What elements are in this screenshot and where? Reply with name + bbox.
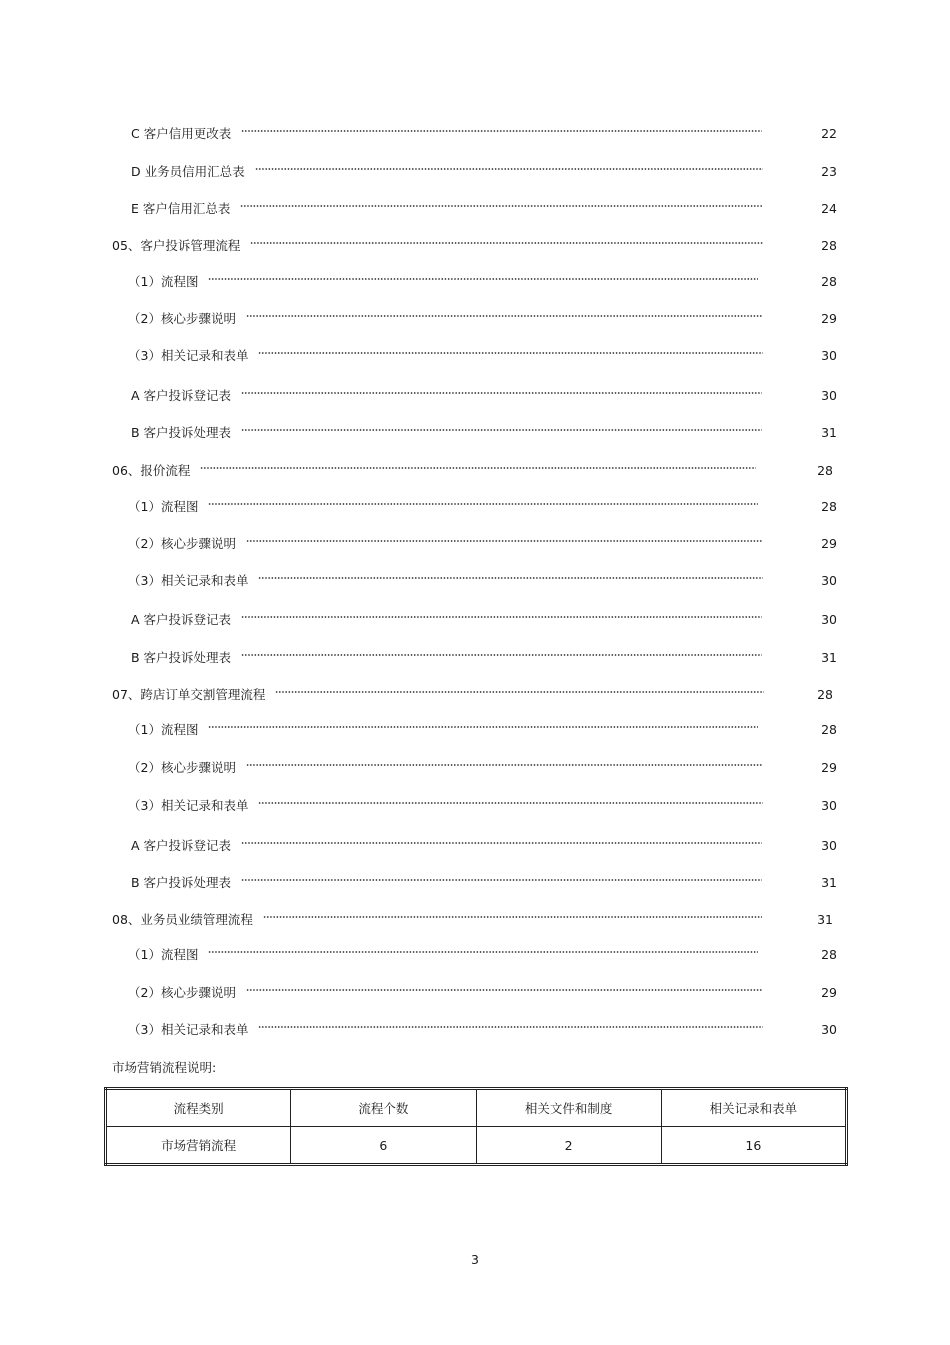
toc-entry-page: 29 bbox=[821, 536, 837, 551]
toc-entry-label: （1）流程图 bbox=[128, 722, 199, 737]
toc-entry-page: 24 bbox=[821, 201, 837, 216]
toc-entry-label: （3）相关记录和表单 bbox=[128, 573, 249, 588]
toc-entry-label: 06、报价流程 bbox=[112, 463, 191, 478]
toc-entry[interactable] bbox=[128, 534, 860, 554]
toc-dot-leader bbox=[241, 429, 762, 431]
toc-entry[interactable] bbox=[131, 386, 860, 406]
toc-dot-leader bbox=[275, 691, 764, 693]
toc-dot-leader bbox=[246, 540, 762, 542]
toc-entry-label: D 业务员信用汇总表 bbox=[131, 164, 245, 179]
toc-dot-leader bbox=[241, 616, 762, 618]
toc-entry[interactable] bbox=[112, 910, 856, 930]
toc-entry[interactable] bbox=[128, 758, 860, 778]
toc-dot-leader bbox=[241, 392, 762, 394]
toc-entry[interactable] bbox=[131, 610, 860, 630]
toc-entry-page: 30 bbox=[821, 573, 837, 588]
toc-entry-label: （2）核心步骤说明 bbox=[128, 311, 236, 326]
toc-dot-leader bbox=[240, 205, 762, 207]
toc-dot-leader bbox=[258, 802, 763, 804]
toc-entry[interactable] bbox=[128, 720, 860, 740]
toc-entry[interactable] bbox=[131, 124, 860, 144]
toc-entry-page: 31 bbox=[821, 425, 837, 440]
toc-dot-leader bbox=[258, 1026, 763, 1028]
page-number: 3 bbox=[471, 1252, 479, 1267]
toc-dot-leader bbox=[246, 989, 762, 991]
toc-dot-leader bbox=[208, 726, 758, 728]
toc-entry-page: 29 bbox=[821, 760, 837, 775]
section-caption: 市场营销流程说明: bbox=[112, 1060, 217, 1075]
toc-dot-leader bbox=[241, 130, 762, 132]
toc-dot-leader bbox=[241, 654, 762, 656]
cell-process-count: 6 bbox=[291, 1127, 476, 1165]
toc-entry-page: 28 bbox=[821, 238, 837, 253]
toc-entry-page: 31 bbox=[821, 650, 837, 665]
toc-entry-page: 28 bbox=[817, 687, 833, 702]
toc-entry-page: 22 bbox=[821, 126, 837, 141]
toc-entry[interactable] bbox=[112, 461, 856, 481]
table-header-row bbox=[106, 1089, 847, 1127]
toc-entry[interactable] bbox=[131, 873, 860, 893]
header-process-category: 流程类别 bbox=[106, 1089, 291, 1127]
toc-entry[interactable] bbox=[128, 945, 860, 965]
toc-entry[interactable] bbox=[128, 272, 860, 292]
toc-entry-label: 07、跨店订单交割管理流程 bbox=[112, 687, 266, 702]
toc-entry-page: 23 bbox=[821, 164, 837, 179]
cell-related-documents: 2 bbox=[476, 1127, 661, 1165]
toc-entry-label: 05、客户投诉管理流程 bbox=[112, 238, 241, 253]
toc-dot-leader bbox=[246, 315, 762, 317]
cell-related-records: 16 bbox=[661, 1127, 846, 1165]
toc-entry-label: B 客户投诉处理表 bbox=[131, 875, 232, 890]
toc-entry[interactable] bbox=[128, 571, 860, 591]
toc-entry-page: 31 bbox=[821, 875, 837, 890]
toc-entry-label: （2）核心步骤说明 bbox=[128, 985, 236, 1000]
toc-dot-leader bbox=[208, 951, 758, 953]
toc-entry[interactable] bbox=[128, 497, 860, 517]
toc-entry-label: （1）流程图 bbox=[128, 274, 199, 289]
toc-entry[interactable] bbox=[128, 983, 860, 1003]
toc-entry-page: 31 bbox=[817, 912, 833, 927]
toc-entry-page: 30 bbox=[821, 348, 837, 363]
toc-dot-leader bbox=[208, 503, 758, 505]
toc-entry-label: B 客户投诉处理表 bbox=[131, 650, 232, 665]
cell-process-category: 市场营销流程 bbox=[106, 1127, 291, 1165]
toc-entry[interactable] bbox=[112, 685, 856, 705]
toc-entry-label: （2）核心步骤说明 bbox=[128, 536, 236, 551]
toc-entry-label: E 客户信用汇总表 bbox=[131, 201, 231, 216]
toc-entry-page: 28 bbox=[821, 947, 837, 962]
toc-entry-label: （3）相关记录和表单 bbox=[128, 348, 249, 363]
toc-dot-leader bbox=[258, 352, 763, 354]
toc-dot-leader bbox=[258, 577, 763, 579]
toc-entry[interactable] bbox=[128, 1020, 860, 1040]
toc-entry-page: 30 bbox=[821, 388, 837, 403]
toc-entry-label: （1）流程图 bbox=[128, 947, 199, 962]
toc-dot-leader bbox=[263, 916, 762, 918]
toc-entry-label: （3）相关记录和表单 bbox=[128, 798, 249, 813]
toc-entry-label: （1）流程图 bbox=[128, 499, 199, 514]
toc-entry-label: （2）核心步骤说明 bbox=[128, 760, 236, 775]
toc-dot-leader bbox=[241, 879, 762, 881]
toc-entry-page: 28 bbox=[817, 463, 833, 478]
toc-entry-label: （3）相关记录和表单 bbox=[128, 1022, 249, 1037]
table-row bbox=[106, 1127, 847, 1165]
toc-dot-leader bbox=[200, 467, 756, 469]
header-related-documents: 相关文件和制度 bbox=[476, 1089, 661, 1127]
toc-entry[interactable] bbox=[128, 796, 860, 816]
toc-entry-page: 30 bbox=[821, 1022, 837, 1037]
toc-entry-label: 08、业务员业绩管理流程 bbox=[112, 912, 253, 927]
toc-entry-label: A 客户投诉登记表 bbox=[131, 612, 232, 627]
toc-dot-leader bbox=[250, 242, 763, 244]
toc-entry-page: 28 bbox=[821, 722, 837, 737]
toc-entry-page: 29 bbox=[821, 985, 837, 1000]
toc-entry-page: 30 bbox=[821, 612, 837, 627]
toc-entry-page: 30 bbox=[821, 798, 837, 813]
toc-entry[interactable] bbox=[131, 423, 860, 443]
toc-entry-page: 29 bbox=[821, 311, 837, 326]
process-summary-table bbox=[104, 1087, 848, 1166]
toc-entry-page: 30 bbox=[821, 838, 837, 853]
toc-entry[interactable] bbox=[112, 236, 860, 256]
toc-entry[interactable] bbox=[131, 162, 860, 182]
toc-entry-page: 28 bbox=[821, 274, 837, 289]
toc-entry[interactable] bbox=[131, 836, 860, 856]
header-related-records: 相关记录和表单 bbox=[661, 1089, 846, 1127]
toc-entry-label: A 客户投诉登记表 bbox=[131, 388, 232, 403]
toc-dot-leader bbox=[255, 168, 763, 170]
toc-entry[interactable] bbox=[131, 199, 860, 219]
toc-entry-label: B 客户投诉处理表 bbox=[131, 425, 232, 440]
toc-entry[interactable] bbox=[128, 309, 860, 329]
header-process-count: 流程个数 bbox=[291, 1089, 476, 1127]
toc-entry[interactable] bbox=[131, 648, 860, 668]
toc-entry-page: 28 bbox=[821, 499, 837, 514]
toc-entry[interactable] bbox=[128, 346, 860, 366]
toc-dot-leader bbox=[241, 842, 762, 844]
toc-dot-leader bbox=[208, 278, 758, 280]
toc-entry-label: A 客户投诉登记表 bbox=[131, 838, 232, 853]
toc-entry-label: C 客户信用更改表 bbox=[131, 126, 232, 141]
toc-dot-leader bbox=[246, 764, 762, 766]
